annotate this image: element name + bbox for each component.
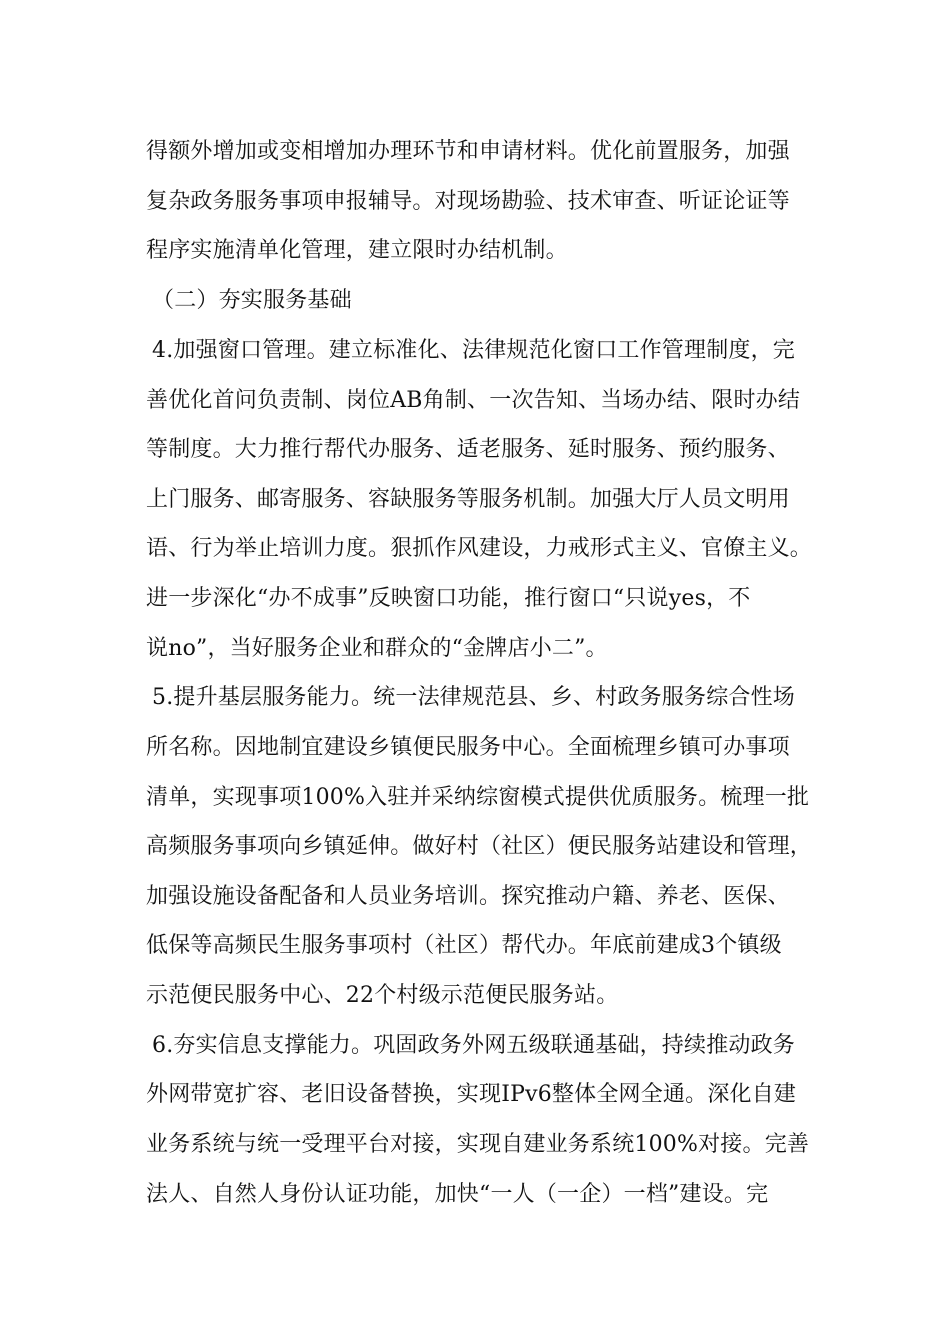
text-line: 进一步深化“办不成事”反映窗口功能，推行窗口“只说yes，不 <box>146 586 751 611</box>
section-heading: （二）夯实服务基础 <box>152 288 352 313</box>
text-line: 示范便民服务中心、22个村级示范便民服务站。 <box>146 983 619 1008</box>
paragraph-start-line: 5.提升基层服务能力。统一法律规范县、乡、村政务服务综合性场 <box>152 685 795 710</box>
text-line: 复杂政务服务事项申报辅导。对现场勘验、技术审查、听证论证等 <box>146 189 790 214</box>
text-line: 低保等高频民生服务事项村（社区）帮代办。年底前建成3个镇级 <box>146 933 782 958</box>
text-line: 所名称。因地制宜建设乡镇便民服务中心。全面梳理乡镇可办事项 <box>146 735 790 760</box>
text-line: 法人、自然人身份认证功能，加快“一人（一企）一档”建设。完 <box>146 1182 769 1207</box>
paragraph-start-line: 4.加强窗口管理。建立标准化、法律规范化窗口工作管理制度，完 <box>152 338 795 363</box>
text-line: 清单，实现事项100%入驻并采纳综窗模式提供优质服务。梳理一批 <box>146 785 810 810</box>
text-line: 善优化首问负责制、岗位AB角制、一次告知、当场办结、限时办结 <box>146 388 801 413</box>
text-line: 语、行为举止培训力度。狠抓作风建设，力戒形式主义、官僚主义。 <box>146 536 813 561</box>
text-line: 得额外增加或变相增加办理环节和申请材料。优化前置服务，加强 <box>146 139 790 164</box>
text-line: 等制度。大力推行帮代办服务、适老服务、延时服务、预约服务、 <box>146 437 790 462</box>
paragraph-start-line: 6.夯实信息支撑能力。巩固政务外网五级联通基础，持续推动政务 <box>152 1033 795 1058</box>
text-line: 程序实施清单化管理，建立限时办结机制。 <box>146 238 568 263</box>
text-line: 上门服务、邮寄服务、容缺服务等服务机制。加强大厅人员文明用 <box>146 487 790 512</box>
text-line: 加强设施设备配备和人员业务培训。探究推动户籍、养老、医保、 <box>146 884 790 909</box>
text-line: 业务系统与统一受理平台对接，实现自建业务系统100%对接。完善 <box>146 1132 810 1157</box>
text-line: 高频服务事项向乡镇延伸。做好村（社区）便民服务站建设和管理， <box>146 834 813 859</box>
text-line: 外网带宽扩容、老旧设备替换，实现IPv6整体全网全通。深化自建 <box>146 1082 797 1107</box>
text-line: 说no”，当好服务企业和群众的“金牌店小二”。 <box>146 636 608 661</box>
